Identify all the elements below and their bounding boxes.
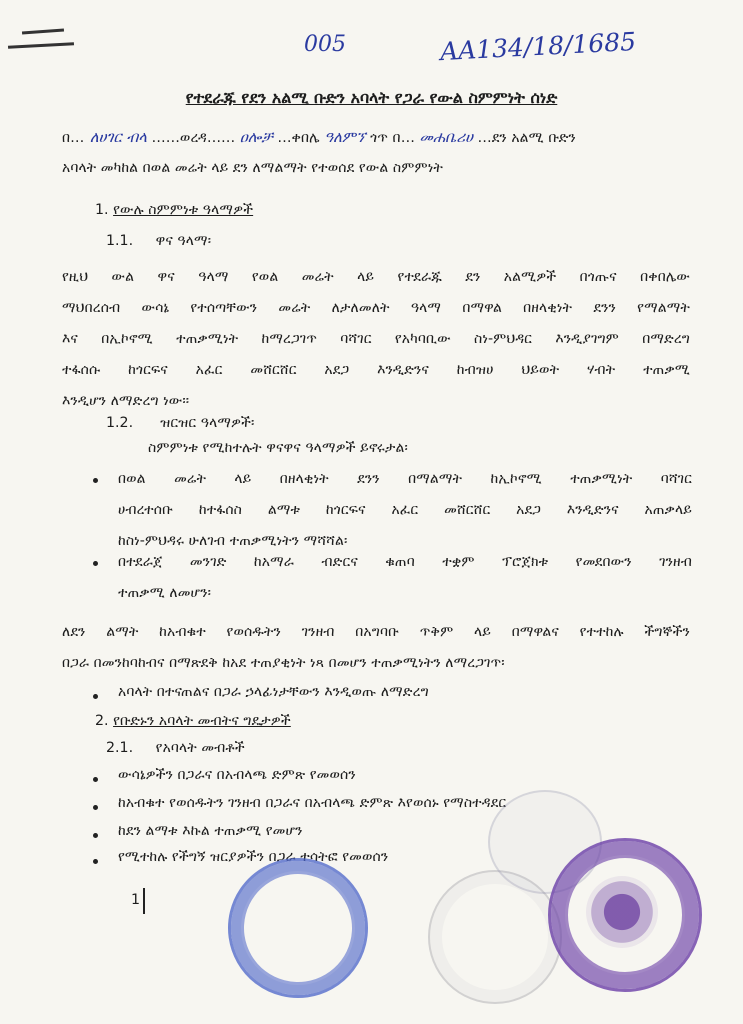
stamp-violet-right-core: [586, 876, 658, 948]
right-item-2: ከአብቁተ የወሰዱትን ገንዘብ በጋራና በአብላጫ ድምጽ እየወሰኑ የማስተዳደር: [118, 795, 507, 811]
bullet-2: [93, 561, 98, 566]
section-1-heading: 1. የውሉ ስምምነቱ ዓላማዎች: [95, 202, 254, 218]
bullet-2-text: በተደራጀ መንገድ ከአማራ ብድርና ቁጠባ ተቋም ፕሮጀክቱ የመደበውን ገንዘብ ተጠቃሚ ለመሆን፡: [118, 554, 692, 601]
margin-dash-1: [22, 29, 64, 35]
rights-bullet-1: [93, 777, 98, 782]
right-item-4: የሚተከሉ የችግኝ ዝርያዎችን በጋራ ተሳትፎ የመወሰን: [118, 849, 389, 865]
handwritten-field-4: መሐቤሪሀ: [419, 128, 473, 146]
bullet-3: [93, 694, 98, 699]
bullet-1: [93, 478, 98, 483]
page-number-mark: [143, 888, 145, 914]
section-2-1-heading: 2.1. የአባላት መብቶች: [106, 740, 245, 756]
stamp-blue-left: [219, 849, 377, 1007]
intro-line-1: በ… ለሀገር ብላ ……ወረዳ…… ዐሎቻ …ቀበሌ ዓለምኘ ጎጥ በ… መሐቤሪሀ …ደን አልሚ ቡድን: [62, 128, 576, 146]
page-number: 1: [131, 892, 141, 908]
section-2-heading: 2. የቡድኑን አባላት መብትና ግዴታዎች: [95, 713, 291, 729]
bullet-3-text: አባላት በተናጠልና በጋራ ኃላፊነታቸውን እንዲወጡ ለማድረግ: [118, 684, 429, 700]
top-reference: AA134/18/1685: [439, 26, 637, 67]
handwritten-field-2: ዐሎቻ: [239, 128, 273, 146]
top-mark: 005: [304, 32, 346, 57]
handwritten-field-1: ለሀገር ብላ: [89, 128, 148, 146]
bullet-1-text: በወል መሬት ላይ በዘላቂነት ደንን በማልማት ከኢኮኖሚ ተጠቃሚነት ባሻገር ሀብረተሰቡ ከተፋሰስ ልማቱ ከጎርፍና አፈር መሸርሸር አደጋ እንዲድንና አጠቃላይ ከስነ-ምህዳሩ ሁለገብ ተጠቃሚነትን ማሻሻል፡: [118, 471, 692, 549]
rights-bullet-4: [93, 859, 98, 864]
handwritten-field-3: ዓለምኘ: [324, 128, 366, 146]
loan-usage-paragraph: ለደን ልማት ከአብቁተ የወሰዱትን ገንዘብ በአግባቡ ጥቅም ላይ በማዋልና የተተከሉ ችግኞችን በጋራ በመንከባከብና በማጽደቅ ከአደ ተጠያቂነት ነጻ በመሆን ተጠቃሚነትን ለማረጋገጥ፡: [62, 624, 690, 671]
intro-line-2: አባላት መካከል በወል መሬት ላይ ደን ለማልማት የተወሰደ የውል ስምምነት: [62, 160, 443, 176]
section-1-2-heading: 1.2. ዝርዝር ዓላማዎች፡: [106, 415, 255, 431]
margin-dash-2: [8, 42, 74, 48]
document-title: የተደራጁ የደን አልሚ ቡድን አባላት የጋራ የውል ስምምነት ሰነድ: [185, 88, 558, 107]
section-1-1-heading: 1.1. ዋና ዓላማ፡: [106, 233, 212, 249]
rights-bullet-2: [93, 805, 98, 810]
right-item-3: ከደን ልማቱ እኩል ተጠቃሚ የመሆን: [118, 823, 303, 839]
rights-bullet-3: [93, 833, 98, 838]
right-item-1: ውሳኔዎችን በጋራና በአብላጫ ድምጽ የመወሰን: [118, 767, 356, 783]
section-1-2-intro: ስምምነቱ የሚከተሉት ዋናዋና ዓላማዎች ይኖሩታል፡: [148, 440, 408, 456]
main-objective-paragraph: የዚህ ውል ዋና ዓላማ የወል መሬት ላይ የተደራጁ ደን አልሚዎች በጎጡና በቀበሌው ማህበረሰብ ውሳኔ የተሰጣቸውን መሬት ለታለመለት ዓላማ በማዋል በዘላቂነት ደንን የማልማት እና በኢኮኖሚ ተጠቃሚነት ከማረጋገጥ ባሻገር የአካባቢው ስነ-ምህዳር እንዲያገግም በማድረግ ተፋሰሱ ከጎርፍና አፈር መሸርሸር አደጋ እንዲድንና ከብዝሀ ህይወት ሃብት ተጠቃሚ እንዲሆን ለማድረግ ነው፡፡: [62, 269, 690, 409]
